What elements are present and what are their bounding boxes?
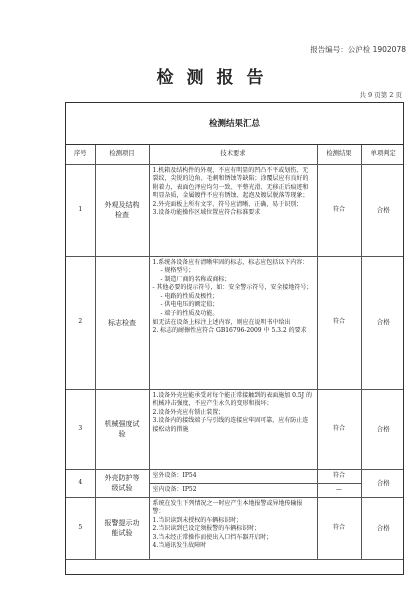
requirement-line: - 电路的性质及极性； xyxy=(160,292,219,300)
requirement-line: 1.设备外壳应能承受对每个能正常接触到的表面施加 0.5J 的机械冲击强度，不应产生永久的变形和损坏； xyxy=(152,391,312,408)
row-number: 1 xyxy=(66,164,95,256)
test-result: — xyxy=(317,483,361,497)
summary-title: 检测结果汇总 xyxy=(66,103,403,145)
item-verdict: 合格 xyxy=(361,389,404,469)
requirement-line: 1.系统各设备应有清晰牢固的标志，标志应包括以下内容： xyxy=(152,258,309,266)
requirement-line: 3.设备功能操作区域位置应符合标准要求 xyxy=(152,209,261,217)
document-title: 检测报告 xyxy=(156,68,277,88)
requirement-line: - 规格型号； xyxy=(160,267,195,275)
requirement-line: 2. 标志的耐擦性应符合 GB16796-2009 中 5.3.2 的要求 xyxy=(152,327,307,335)
table-row xyxy=(66,164,404,256)
technical-requirement xyxy=(149,256,317,389)
requirement-line: 2.设备外壳应有锁止装置； xyxy=(152,408,225,416)
test-item: 外壳防护等级试验 xyxy=(95,469,149,497)
requirement-line: 3.当未经正常操作而使出入口挡车器开启时； xyxy=(152,533,273,541)
test-result: 符合 xyxy=(317,389,361,469)
requirement-line: 如无法在设备上标注上述内容，则应在说明书中给出 xyxy=(152,318,291,326)
item-verdict: 合格 xyxy=(361,497,404,559)
item-verdict: 合格 xyxy=(361,256,404,389)
table-row xyxy=(66,256,404,389)
item-verdict: 合格 xyxy=(361,164,404,256)
row-number: 5 xyxy=(66,497,95,559)
results-table xyxy=(66,145,404,560)
table-row xyxy=(66,469,404,483)
results-table-frame xyxy=(65,102,404,575)
requirement-line: 2.当识读到已设定须报警的车辆标识时； xyxy=(152,525,261,533)
test-item: 报警提示功能试验 xyxy=(95,497,149,559)
technical-requirement xyxy=(149,164,317,256)
row-number: 3 xyxy=(66,389,95,469)
report-number: 报告编号：公沪检 1902078 xyxy=(310,45,406,54)
technical-requirement: 室内设备：IP52 xyxy=(149,483,317,497)
column-header: 检测项目 xyxy=(95,145,149,164)
page-info: 共 9 页第 2 页 xyxy=(359,91,402,99)
requirement-line: 1.当识读到未授权的车辆标识时； xyxy=(152,516,243,524)
row-number: 2 xyxy=(66,256,95,389)
test-item: 标志检查 xyxy=(95,256,149,389)
requirement-line: 4.当通讯发生故障时 xyxy=(152,542,207,550)
test-result: 符合 xyxy=(317,497,361,559)
row-number: 4 xyxy=(66,469,95,497)
requirement-line: - 制造厂商的名称或商标； xyxy=(160,275,231,283)
requirement-line: 1.机箱及结构件的外观，不应有明显的凹凸不平或划伤，无裂纹，尖锐的边角、毛刺和锈蚀等缺陷；涂覆层应有良好的附着力，表面色泽应均匀一致、平整光滑、无移正后痕迹和明显杂质，金属镀件不应有锈蚀、起泡及镀层脱落等现象； xyxy=(152,166,309,200)
requirement-line: 系统在发生下列情况之一时应产生本地报警或异地传输报警： xyxy=(152,499,303,516)
table-header-row xyxy=(66,145,404,164)
column-header: 技术要求 xyxy=(149,145,317,164)
test-item: 外观及结构检查 xyxy=(95,164,149,256)
item-verdict: 合格 xyxy=(361,469,404,497)
requirement-line: - 端子的性质及功能。 xyxy=(160,310,219,318)
column-header: 单项判定 xyxy=(361,145,404,164)
table-row xyxy=(66,389,404,469)
column-header: 检测结果 xyxy=(317,145,361,164)
requirement-line: 2.外壳面板上所有文字、符号应清晰、正确，易于识别； xyxy=(152,200,303,208)
technical-requirement: 室外设备：IP54 xyxy=(149,469,317,483)
requirement-line: - 供电电压的额定值； xyxy=(160,301,219,309)
test-result: 符合 xyxy=(317,164,361,256)
test-result: 符合 xyxy=(317,469,361,483)
technical-requirement xyxy=(149,497,317,559)
column-header: 序号 xyxy=(66,145,95,164)
test-result: 符合 xyxy=(317,256,361,389)
requirement-line: 3.设备内的接线端子与引线的连接应牢固可靠，应有防止连接松动的措施 xyxy=(152,417,309,433)
test-item: 机械强度试验 xyxy=(95,389,149,469)
table-row xyxy=(66,497,404,559)
technical-requirement xyxy=(149,389,317,469)
requirement-line: - 其他必要的提示符号，如：安全警示符号，安全接地符号； xyxy=(152,284,313,292)
